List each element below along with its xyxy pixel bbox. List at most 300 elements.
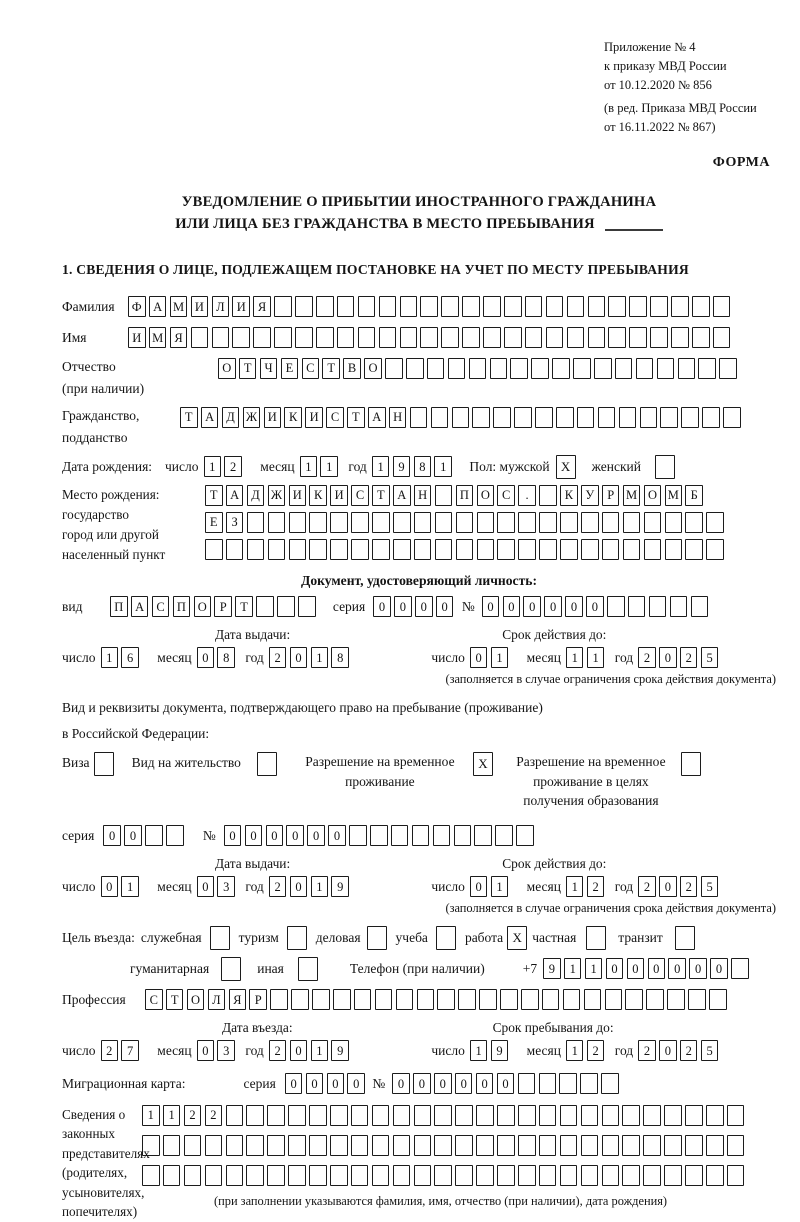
purpose-business-checkbox[interactable] — [367, 926, 387, 950]
char-cell[interactable] — [664, 1105, 682, 1126]
char-cell[interactable]: 9 — [331, 876, 349, 897]
char-cell[interactable] — [577, 407, 595, 428]
char-cell[interactable] — [288, 1135, 306, 1156]
char-cell[interactable] — [629, 296, 647, 317]
char-cell[interactable] — [504, 327, 522, 348]
char-cell[interactable] — [560, 539, 578, 560]
char-cell[interactable]: 0 — [285, 1073, 303, 1094]
char-cell[interactable] — [246, 1165, 264, 1186]
char-cell[interactable] — [643, 1105, 661, 1126]
char-cell[interactable] — [521, 989, 539, 1010]
char-cell[interactable] — [516, 825, 534, 846]
char-cell[interactable] — [602, 539, 620, 560]
char-cell[interactable] — [546, 296, 564, 317]
char-cell[interactable]: М — [170, 296, 188, 317]
char-cell[interactable]: 9 — [543, 958, 561, 979]
char-cell[interactable] — [619, 407, 637, 428]
char-cell[interactable]: Р — [249, 989, 267, 1010]
char-cell[interactable] — [267, 1135, 285, 1156]
char-cell[interactable]: 1 — [566, 647, 584, 668]
char-cell[interactable]: 0 — [290, 647, 308, 668]
char-cell[interactable] — [709, 989, 727, 1010]
char-cell[interactable]: 0 — [668, 958, 686, 979]
char-cell[interactable] — [370, 825, 388, 846]
char-cell[interactable] — [702, 407, 720, 428]
char-cell[interactable] — [417, 989, 435, 1010]
char-cell[interactable]: З — [226, 512, 244, 533]
char-cell[interactable] — [552, 358, 570, 379]
char-cell[interactable]: 0 — [659, 876, 677, 897]
char-cell[interactable] — [727, 1135, 745, 1156]
char-cell[interactable] — [309, 1165, 327, 1186]
char-cell[interactable] — [458, 989, 476, 1010]
char-cell[interactable] — [288, 1105, 306, 1126]
char-cell[interactable] — [514, 407, 532, 428]
char-cell[interactable] — [448, 358, 466, 379]
char-cell[interactable] — [212, 327, 230, 348]
char-cell[interactable] — [713, 296, 731, 317]
char-cell[interactable]: 0 — [347, 1073, 365, 1094]
char-cell[interactable] — [623, 512, 641, 533]
char-cell[interactable] — [602, 1165, 620, 1186]
char-cell[interactable]: 0 — [659, 647, 677, 668]
char-cell[interactable] — [581, 1105, 599, 1126]
char-cell[interactable]: Л — [208, 989, 226, 1010]
char-cell[interactable] — [531, 358, 549, 379]
char-cell[interactable] — [477, 512, 495, 533]
char-cell[interactable]: 2 — [587, 1040, 605, 1061]
char-cell[interactable] — [622, 1165, 640, 1186]
char-cell[interactable] — [163, 1135, 181, 1156]
char-cell[interactable] — [640, 407, 658, 428]
char-cell[interactable]: 1 — [163, 1105, 181, 1126]
char-cell[interactable]: 1 — [372, 456, 390, 477]
char-cell[interactable]: 0 — [503, 596, 521, 617]
char-cell[interactable]: Ж — [268, 485, 286, 506]
char-cell[interactable]: К — [284, 407, 302, 428]
char-cell[interactable] — [476, 1105, 494, 1126]
char-cell[interactable] — [191, 327, 209, 348]
char-cell[interactable] — [414, 539, 432, 560]
char-cell[interactable] — [493, 407, 511, 428]
char-cell[interactable] — [295, 296, 313, 317]
char-cell[interactable] — [539, 512, 557, 533]
char-cell[interactable]: С — [145, 989, 163, 1010]
char-cell[interactable]: О — [194, 596, 212, 617]
char-cell[interactable]: 1 — [311, 876, 329, 897]
char-cell[interactable] — [477, 539, 495, 560]
char-cell[interactable] — [479, 989, 497, 1010]
char-cell[interactable] — [455, 1165, 473, 1186]
char-cell[interactable] — [462, 327, 480, 348]
char-cell[interactable] — [253, 327, 271, 348]
char-cell[interactable] — [247, 512, 265, 533]
char-cell[interactable]: 1 — [121, 876, 139, 897]
char-cell[interactable]: 0 — [306, 1073, 324, 1094]
char-cell[interactable] — [706, 1135, 724, 1156]
char-cell[interactable] — [400, 327, 418, 348]
purpose-private-checkbox[interactable] — [586, 926, 606, 950]
char-cell[interactable] — [607, 596, 625, 617]
char-cell[interactable] — [723, 407, 741, 428]
char-cell[interactable]: 0 — [286, 825, 304, 846]
char-cell[interactable] — [274, 296, 292, 317]
char-cell[interactable] — [670, 596, 688, 617]
char-cell[interactable] — [660, 407, 678, 428]
char-cell[interactable]: 9 — [331, 1040, 349, 1061]
char-cell[interactable] — [412, 825, 430, 846]
visa-checkbox[interactable] — [94, 752, 114, 776]
char-cell[interactable] — [441, 296, 459, 317]
char-cell[interactable] — [289, 539, 307, 560]
char-cell[interactable] — [246, 1135, 264, 1156]
char-cell[interactable]: К — [560, 485, 578, 506]
char-cell[interactable]: Б — [685, 485, 703, 506]
char-cell[interactable] — [372, 1165, 390, 1186]
char-cell[interactable] — [483, 327, 501, 348]
gender-female-checkbox[interactable] — [655, 455, 675, 479]
char-cell[interactable] — [629, 327, 647, 348]
char-cell[interactable] — [727, 1165, 745, 1186]
char-cell[interactable]: 1 — [204, 456, 222, 477]
char-cell[interactable] — [657, 358, 675, 379]
char-cell[interactable]: И — [232, 296, 250, 317]
char-cell[interactable] — [246, 1105, 264, 1126]
char-cell[interactable]: Т — [180, 407, 198, 428]
char-cell[interactable] — [649, 596, 667, 617]
char-cell[interactable]: Т — [166, 989, 184, 1010]
char-cell[interactable] — [456, 512, 474, 533]
char-cell[interactable] — [539, 1073, 557, 1094]
char-cell[interactable] — [277, 596, 295, 617]
char-cell[interactable]: 2 — [680, 647, 698, 668]
char-cell[interactable] — [539, 1135, 557, 1156]
char-cell[interactable]: В — [343, 358, 361, 379]
char-cell[interactable] — [270, 989, 288, 1010]
char-cell[interactable] — [706, 539, 724, 560]
char-cell[interactable] — [385, 358, 403, 379]
char-cell[interactable] — [581, 1165, 599, 1186]
char-cell[interactable]: 0 — [710, 958, 728, 979]
char-cell[interactable] — [518, 512, 536, 533]
char-cell[interactable]: 5 — [701, 1040, 719, 1061]
char-cell[interactable]: 2 — [680, 876, 698, 897]
char-cell[interactable] — [608, 327, 626, 348]
char-cell[interactable] — [232, 327, 250, 348]
char-cell[interactable] — [542, 989, 560, 1010]
char-cell[interactable]: 1 — [320, 456, 338, 477]
char-cell[interactable] — [497, 1105, 515, 1126]
char-cell[interactable] — [584, 989, 602, 1010]
purpose-transit-checkbox[interactable] — [675, 926, 695, 950]
char-cell[interactable] — [490, 358, 508, 379]
char-cell[interactable] — [337, 296, 355, 317]
char-cell[interactable]: 0 — [497, 1073, 515, 1094]
char-cell[interactable] — [420, 327, 438, 348]
char-cell[interactable]: 1 — [142, 1105, 160, 1126]
char-cell[interactable] — [267, 1165, 285, 1186]
char-cell[interactable]: 0 — [245, 825, 263, 846]
char-cell[interactable] — [685, 539, 703, 560]
char-cell[interactable]: 0 — [415, 596, 433, 617]
char-cell[interactable] — [692, 296, 710, 317]
char-cell[interactable] — [226, 1165, 244, 1186]
char-cell[interactable] — [142, 1135, 160, 1156]
char-cell[interactable] — [184, 1165, 202, 1186]
char-cell[interactable] — [685, 512, 703, 533]
char-cell[interactable] — [226, 1135, 244, 1156]
char-cell[interactable]: 8 — [414, 456, 432, 477]
char-cell[interactable] — [727, 1105, 745, 1126]
char-cell[interactable] — [476, 1165, 494, 1186]
char-cell[interactable] — [650, 296, 668, 317]
char-cell[interactable] — [601, 1073, 619, 1094]
char-cell[interactable] — [358, 296, 376, 317]
char-cell[interactable]: 5 — [701, 647, 719, 668]
char-cell[interactable] — [692, 327, 710, 348]
char-cell[interactable] — [433, 825, 451, 846]
char-cell[interactable] — [476, 1135, 494, 1156]
char-cell[interactable]: 5 — [701, 876, 719, 897]
char-cell[interactable]: О — [187, 989, 205, 1010]
char-cell[interactable] — [580, 1073, 598, 1094]
purpose-official-checkbox[interactable] — [210, 926, 230, 950]
char-cell[interactable] — [298, 596, 316, 617]
char-cell[interactable] — [184, 1135, 202, 1156]
char-cell[interactable] — [452, 407, 470, 428]
char-cell[interactable]: 0 — [648, 958, 666, 979]
char-cell[interactable]: 0 — [606, 958, 624, 979]
char-cell[interactable]: И — [305, 407, 323, 428]
char-cell[interactable] — [455, 1135, 473, 1156]
char-cell[interactable] — [205, 1135, 223, 1156]
char-cell[interactable] — [643, 1165, 661, 1186]
char-cell[interactable]: 2 — [101, 1040, 119, 1061]
char-cell[interactable]: А — [368, 407, 386, 428]
char-cell[interactable] — [685, 1105, 703, 1126]
char-cell[interactable] — [309, 539, 327, 560]
char-cell[interactable] — [504, 296, 522, 317]
char-cell[interactable] — [454, 825, 472, 846]
char-cell[interactable]: 1 — [491, 647, 509, 668]
char-cell[interactable]: 1 — [434, 456, 452, 477]
char-cell[interactable] — [441, 327, 459, 348]
char-cell[interactable]: 2 — [269, 876, 287, 897]
char-cell[interactable] — [628, 596, 646, 617]
char-cell[interactable] — [678, 358, 696, 379]
char-cell[interactable]: Д — [222, 407, 240, 428]
char-cell[interactable] — [525, 296, 543, 317]
char-cell[interactable] — [393, 1135, 411, 1156]
char-cell[interactable] — [330, 1165, 348, 1186]
char-cell[interactable] — [256, 596, 274, 617]
char-cell[interactable]: 1 — [566, 876, 584, 897]
char-cell[interactable] — [559, 1073, 577, 1094]
char-cell[interactable]: И — [330, 485, 348, 506]
char-cell[interactable] — [358, 327, 376, 348]
char-cell[interactable]: 0 — [101, 876, 119, 897]
char-cell[interactable] — [330, 539, 348, 560]
char-cell[interactable]: С — [497, 485, 515, 506]
char-cell[interactable] — [713, 327, 731, 348]
char-cell[interactable]: 0 — [436, 596, 454, 617]
char-cell[interactable]: 0 — [197, 1040, 215, 1061]
char-cell[interactable]: Ч — [260, 358, 278, 379]
char-cell[interactable] — [510, 358, 528, 379]
char-cell[interactable] — [643, 1135, 661, 1156]
char-cell[interactable]: О — [477, 485, 495, 506]
char-cell[interactable] — [622, 1135, 640, 1156]
char-cell[interactable] — [351, 512, 369, 533]
char-cell[interactable] — [205, 1165, 223, 1186]
char-cell[interactable] — [469, 358, 487, 379]
char-cell[interactable] — [375, 989, 393, 1010]
char-cell[interactable]: 0 — [103, 825, 121, 846]
char-cell[interactable] — [420, 296, 438, 317]
char-cell[interactable]: О — [218, 358, 236, 379]
char-cell[interactable]: Ф — [128, 296, 146, 317]
char-cell[interactable]: И — [264, 407, 282, 428]
char-cell[interactable]: 1 — [470, 1040, 488, 1061]
residence-permit-checkbox[interactable] — [257, 752, 277, 776]
char-cell[interactable] — [142, 1165, 160, 1186]
char-cell[interactable]: П — [110, 596, 128, 617]
char-cell[interactable] — [698, 358, 716, 379]
char-cell[interactable] — [431, 407, 449, 428]
char-cell[interactable]: 0 — [565, 596, 583, 617]
char-cell[interactable]: 0 — [544, 596, 562, 617]
char-cell[interactable]: 1 — [311, 647, 329, 668]
char-cell[interactable]: 0 — [328, 825, 346, 846]
char-cell[interactable]: Я — [229, 989, 247, 1010]
char-cell[interactable]: 0 — [586, 596, 604, 617]
char-cell[interactable]: 0 — [290, 1040, 308, 1061]
char-cell[interactable]: 0 — [470, 647, 488, 668]
char-cell[interactable]: 1 — [491, 876, 509, 897]
char-cell[interactable] — [337, 327, 355, 348]
char-cell[interactable]: Л — [212, 296, 230, 317]
char-cell[interactable] — [427, 358, 445, 379]
char-cell[interactable]: 0 — [224, 825, 242, 846]
char-cell[interactable] — [295, 327, 313, 348]
char-cell[interactable]: 0 — [627, 958, 645, 979]
char-cell[interactable] — [268, 512, 286, 533]
char-cell[interactable] — [414, 1165, 432, 1186]
char-cell[interactable] — [535, 407, 553, 428]
char-cell[interactable] — [456, 539, 474, 560]
char-cell[interactable]: 0 — [482, 596, 500, 617]
char-cell[interactable] — [354, 989, 372, 1010]
char-cell[interactable] — [437, 989, 455, 1010]
char-cell[interactable]: 8 — [217, 647, 235, 668]
char-cell[interactable] — [688, 989, 706, 1010]
char-cell[interactable]: 1 — [564, 958, 582, 979]
char-cell[interactable] — [602, 512, 620, 533]
char-cell[interactable]: 2 — [269, 1040, 287, 1061]
purpose-study-checkbox[interactable] — [436, 926, 456, 950]
char-cell[interactable] — [605, 989, 623, 1010]
char-cell[interactable] — [588, 327, 606, 348]
char-cell[interactable] — [685, 1165, 703, 1186]
char-cell[interactable]: Д — [247, 485, 265, 506]
char-cell[interactable]: Т — [347, 407, 365, 428]
char-cell[interactable]: О — [644, 485, 662, 506]
char-cell[interactable]: 1 — [585, 958, 603, 979]
char-cell[interactable] — [525, 327, 543, 348]
char-cell[interactable] — [205, 539, 223, 560]
char-cell[interactable]: 2 — [224, 456, 242, 477]
char-cell[interactable] — [500, 989, 518, 1010]
char-cell[interactable] — [602, 1105, 620, 1126]
char-cell[interactable] — [518, 1073, 536, 1094]
char-cell[interactable] — [393, 1165, 411, 1186]
char-cell[interactable]: 0 — [197, 876, 215, 897]
char-cell[interactable] — [497, 512, 515, 533]
char-cell[interactable] — [351, 539, 369, 560]
char-cell[interactable]: И — [289, 485, 307, 506]
char-cell[interactable] — [560, 1135, 578, 1156]
char-cell[interactable]: 2 — [269, 647, 287, 668]
char-cell[interactable]: П — [456, 485, 474, 506]
char-cell[interactable] — [706, 512, 724, 533]
char-cell[interactable] — [330, 512, 348, 533]
char-cell[interactable]: М — [623, 485, 641, 506]
char-cell[interactable] — [731, 958, 749, 979]
char-cell[interactable] — [163, 1165, 181, 1186]
char-cell[interactable]: С — [152, 596, 170, 617]
char-cell[interactable] — [581, 512, 599, 533]
char-cell[interactable]: . — [518, 485, 536, 506]
char-cell[interactable]: А — [393, 485, 411, 506]
char-cell[interactable]: 0 — [434, 1073, 452, 1094]
char-cell[interactable]: 0 — [470, 876, 488, 897]
char-cell[interactable] — [636, 358, 654, 379]
char-cell[interactable] — [379, 296, 397, 317]
char-cell[interactable] — [665, 512, 683, 533]
char-cell[interactable] — [400, 296, 418, 317]
char-cell[interactable] — [351, 1105, 369, 1126]
char-cell[interactable]: 0 — [523, 596, 541, 617]
char-cell[interactable] — [608, 296, 626, 317]
char-cell[interactable] — [406, 358, 424, 379]
char-cell[interactable] — [664, 1135, 682, 1156]
char-cell[interactable] — [546, 327, 564, 348]
char-cell[interactable] — [434, 1105, 452, 1126]
char-cell[interactable] — [706, 1165, 724, 1186]
char-cell[interactable] — [474, 825, 492, 846]
char-cell[interactable]: А — [149, 296, 167, 317]
char-cell[interactable]: К — [309, 485, 327, 506]
char-cell[interactable]: 0 — [307, 825, 325, 846]
char-cell[interactable] — [671, 327, 689, 348]
char-cell[interactable] — [539, 1105, 557, 1126]
char-cell[interactable]: С — [302, 358, 320, 379]
char-cell[interactable] — [539, 539, 557, 560]
char-cell[interactable]: 6 — [121, 647, 139, 668]
char-cell[interactable] — [410, 407, 428, 428]
char-cell[interactable] — [414, 512, 432, 533]
char-cell[interactable]: У — [581, 485, 599, 506]
char-cell[interactable] — [379, 327, 397, 348]
char-cell[interactable]: 0 — [266, 825, 284, 846]
char-cell[interactable] — [372, 512, 390, 533]
char-cell[interactable] — [483, 296, 501, 317]
char-cell[interactable] — [316, 296, 334, 317]
char-cell[interactable]: Е — [281, 358, 299, 379]
char-cell[interactable] — [268, 539, 286, 560]
char-cell[interactable]: 0 — [327, 1073, 345, 1094]
char-cell[interactable]: 1 — [587, 647, 605, 668]
